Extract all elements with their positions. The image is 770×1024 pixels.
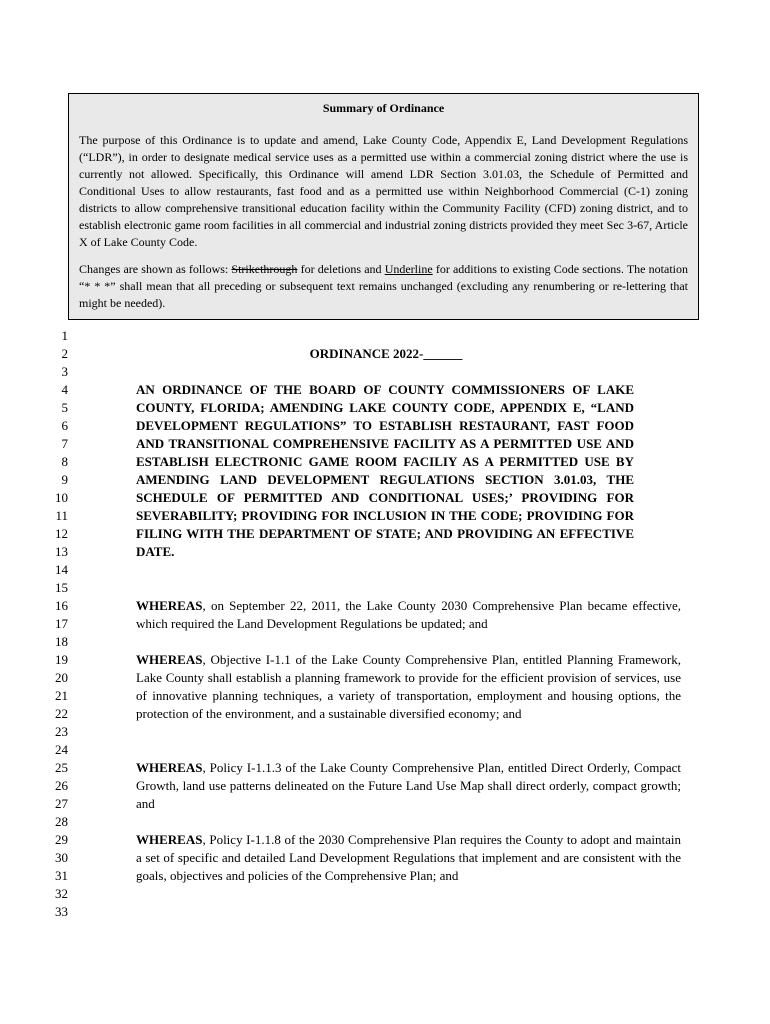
line-number: 24: [55, 742, 68, 757]
summary-box: [68, 93, 699, 320]
whereas-lead: WHEREAS: [136, 652, 203, 667]
whereas-clause-4: [136, 831, 681, 885]
line-number: 9: [61, 472, 68, 487]
line-number: 33: [55, 904, 68, 919]
whereas-clause-2: [136, 651, 681, 723]
line-number: 21: [55, 688, 68, 703]
line-number: 16: [55, 598, 68, 613]
line-number: 8: [61, 454, 68, 469]
summary-purpose-paragraph: The purpose of this Ordinance is to update and amend, Lake County Code, Appendix E, Land Development Regulations (“LDR”), in order to designate medical service uses as a permitted use within a commercial zoning district where the use is currently not allowed. Specifically, this Ordinance will amend LDR Section 3.01.03, the Schedule of Permitted and Conditional Uses to allow restaurants, fast food and as a permitted use within Neighborhood Commercial (C-1) zoning districts to allow comprehensive transitional education facility within the Community Facility (CFD) zoning district, and to establish electronic game room facilities in all commercial and industrial zoning districts provided they meet Sec 3-67, Article X of Lake County Code.: [79, 133, 688, 249]
line-number: 17: [55, 616, 68, 631]
changes-intro: Changes are shown as follows:: [79, 262, 232, 276]
line-number: 27: [55, 796, 68, 811]
line-number: 14: [55, 562, 68, 577]
line-number: 28: [55, 814, 68, 829]
whereas-text: , Objective I-1.1 of the Lake County Comprehensive Plan, entitled Planning Framework, Lake County shall establish a planning framework to provide for the efficient provision of services, use of innovative planning techniques, a variety of transportation, employment and housing options, the protection of the environment, and a sustainable diversified economy; and: [136, 652, 681, 721]
line-number: 15: [55, 580, 68, 595]
line-number: 25: [55, 760, 68, 775]
whereas-clause-3: [136, 759, 681, 813]
underline-example: Underline: [384, 262, 433, 276]
whereas-clause-1: [136, 597, 681, 633]
line-number: 31: [55, 868, 68, 883]
whereas-text: , Policy I-1.1.8 of the 2030 Comprehensive Plan requires the County to adopt and maintain a set of specific and detailed Land Development Regulations that implement and are consistent with the goals, objectives and policies of the Comprehensive Plan; and: [136, 832, 681, 883]
line-number: 7: [61, 436, 68, 451]
whereas-text: , on September 22, 2011, the Lake County 2030 Comprehensive Plan became effective, which required the Land Development Regulations be updated; and: [136, 598, 681, 631]
line-number: 3: [61, 364, 68, 379]
line-number: 18: [55, 634, 68, 649]
line-number: 1: [61, 328, 68, 343]
strikethrough-example: Strikethrough: [231, 262, 298, 276]
line-number: 10: [55, 490, 68, 505]
whereas-lead: WHEREAS: [136, 760, 203, 775]
line-number: 11: [55, 508, 68, 523]
changes-end: for additions to existing Code sections. The notation “* * *” shall mean that all preceding or subsequent text remains unchanged (excluding any renumbering or re-lettering that might be needed).: [79, 262, 688, 310]
changes-mid: for deletions and: [297, 262, 385, 276]
line-number: 26: [55, 778, 68, 793]
line-number: 5: [61, 400, 68, 415]
line-number: 19: [55, 652, 68, 667]
summary-changes-paragraph: [79, 261, 688, 312]
line-number: 4: [61, 382, 68, 397]
line-number: 29: [55, 832, 68, 847]
line-number: 30: [55, 850, 68, 865]
whereas-text: , Policy I-1.1.3 of the Lake County Comprehensive Plan, entitled Direct Orderly, Compact Growth, land use patterns delineated on the Future Land Use Map shall direct orderly, compact growth; and: [136, 760, 681, 811]
ordinance-caption: AN ORDINANCE OF THE BOARD OF COUNTY COMMISSIONERS OF LAKE COUNTY, FLORIDA; AMENDING LAKE COUNTY CODE, APPENDIX E, “LAND DEVELOPMENT REGULATIONS” TO ESTABLISH RESTAURANT, FAST FOOD AND TRANSITIONAL COMPREHENSIVE FACILITY AS A PERMITTED USE AND ESTABLISH ELECTRONIC GAME ROOM FACILIY AS A PERMITTED USE BY AMENDING LAND DEVELOPMENT REGULATIONS SECTION 3.01.03, THE SCHEDULE OF PERMITTED AND CONDITIONAL USES;’ PROVIDING FOR SEVERABILITY; PROVIDING FOR INCLUSION IN THE CODE; PROVIDING FOR FILING WITH THE DEPARTMENT OF STATE; AND PROVIDING AN EFFECTIVE DATE.: [136, 382, 634, 559]
line-number: 32: [55, 886, 68, 901]
line-number: 13: [55, 544, 68, 559]
summary-title: Summary of Ordinance: [322, 101, 445, 115]
ordinance-title: ORDINANCE 2022-______: [309, 346, 463, 361]
line-number: 20: [55, 670, 68, 685]
whereas-lead: WHEREAS: [136, 598, 203, 613]
whereas-lead: WHEREAS: [136, 832, 203, 847]
line-number: 12: [55, 526, 68, 541]
line-number: 6: [61, 418, 68, 433]
line-number: 22: [55, 706, 68, 721]
line-number: 2: [61, 346, 68, 361]
line-number: 23: [55, 724, 68, 739]
